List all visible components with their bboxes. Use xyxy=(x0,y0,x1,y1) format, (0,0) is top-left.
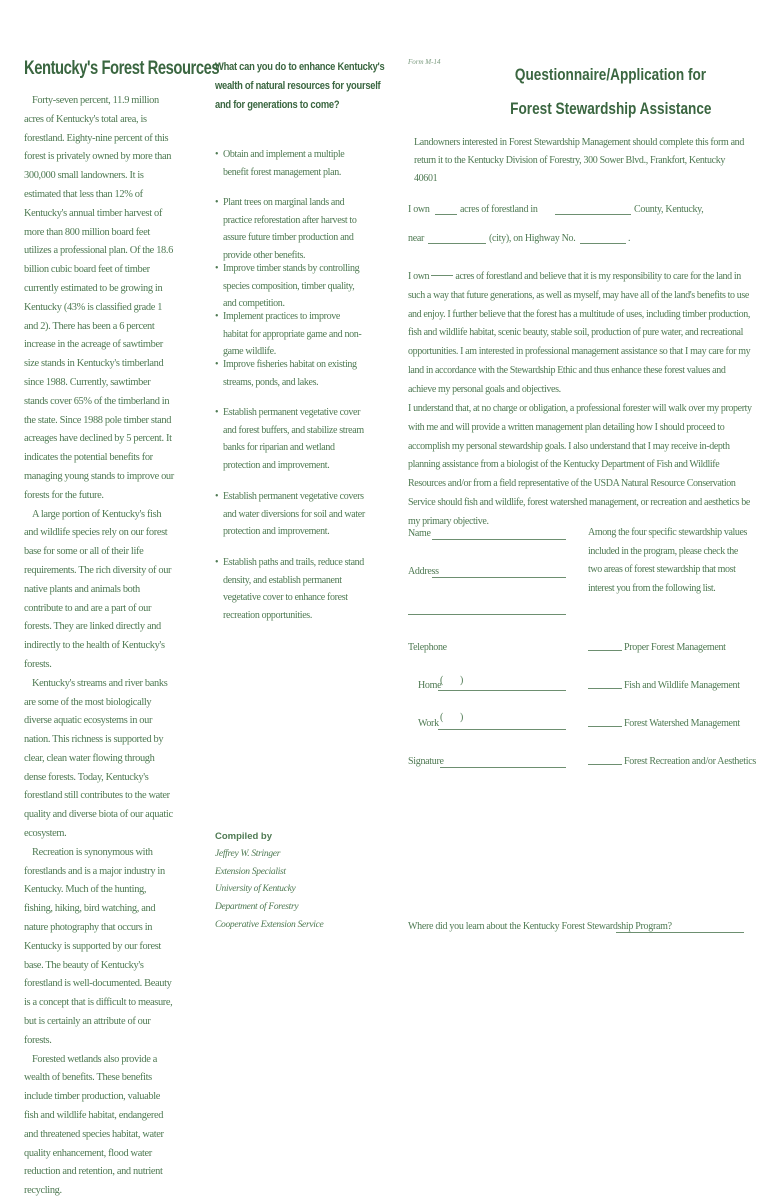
what-you-can-do-heading xyxy=(215,58,385,115)
heading-line: and for generations to come? xyxy=(215,99,340,111)
bullet-dot: • xyxy=(215,557,219,568)
bullet-item: • Obtain and implement a multiple benefit forest management plan. xyxy=(215,146,365,181)
county-input[interactable] xyxy=(555,214,631,215)
acres-input-2[interactable] xyxy=(431,275,453,276)
address-line-2-input[interactable] xyxy=(408,614,566,615)
telephone-label: Telephone xyxy=(408,642,447,653)
stewardship-ethic-paragraph: I own acres of forestland and believe that it is my responsibility to care for the land in such a way that future generations, as well as myself, may have all of the land's benefits to use and enjoy. I further believe that the forest has a multitude of uses, including timber production, fish and wildlife habitat, scenic beauty, stable soil, production of pure water, and recreational opportunities. I am interested in professional management assistance so that I may care for my land in accordance with the Stewardship Ethic and thus enhance these forest values and achieve my personal goals and objectives. xyxy=(408,271,751,395)
bullet-dot: • xyxy=(215,197,219,208)
bullet-dot: • xyxy=(215,491,219,502)
bullet-item: • Improve timber stands by controlling species composition, timber quality, and competition. xyxy=(215,260,365,313)
bullet-dot: • xyxy=(215,311,219,322)
highway-input[interactable] xyxy=(580,243,626,244)
paragraph: Forested wetlands also provide a wealth of benefits. These benefits include timber production, valuable fish and wildlife habitat, endangered and threatened species habitat, water quality enhancement, flood water reduction and retention, and nutrient recycling. xyxy=(24,1053,164,1197)
checkbox-blank[interactable] xyxy=(588,764,622,765)
city-highway-label: (city), on Highway No. xyxy=(489,233,576,244)
name-input[interactable] xyxy=(432,539,566,540)
checkbox-blank[interactable] xyxy=(588,726,622,727)
paragraph: Recreation is synonymous with forestlands and is a major industry in Kentucky. Much of the hunting, fishing, hiking, bird watching, and nature photography that occurs in Kentucky is supported by our forest base. The beauty of Kentucky's forestland is well-documented. Beauty is a concept that is difficult to measure, but is certainly an attribute of our forests. xyxy=(24,846,173,1046)
home-phone-label: Home xyxy=(418,680,442,691)
author-university: University of Kentucky xyxy=(215,884,296,895)
paragraph: A large portion of Kentucky's fish and wildlife species rely on our forest base for some or all of their life requirements. The rich diversity of our native plants and animals both contribute to and are a part of our forests. They are linked directly and indirectly to the health of Kentucky's forests. xyxy=(24,508,172,670)
bullet-dot: • xyxy=(215,359,219,370)
author-department: Department of Forestry xyxy=(215,902,299,913)
form-title xyxy=(468,58,753,126)
bullet-item: • Plant trees on marginal lands and practice reforestation after harvest to assure future timber production and provide other benefits. xyxy=(215,194,365,264)
signature-input[interactable] xyxy=(440,767,566,768)
near-label: near xyxy=(408,233,425,244)
work-phone-label: Work xyxy=(418,718,439,729)
bullet-item: • Establish permanent vegetative covers and water diversions for soil and water protection and improvement. xyxy=(215,488,365,541)
checklist-item-forest-watershed-management[interactable]: Forest Watershed Management xyxy=(588,718,740,729)
address-input[interactable] xyxy=(432,577,566,578)
city-input[interactable] xyxy=(428,243,486,244)
bullet-item: • Improve fisheries habitat on existing streams, ponds, and lakes. xyxy=(215,356,365,391)
form-intro: Landowners interested in Forest Stewardship Management should complete this form and return it to the Kentucky Division of Forestry, 300 Sower Blvd., Frankfort, Kentucky 40601 xyxy=(414,137,744,184)
form-number: Form M-14 xyxy=(408,58,441,66)
where-learned-label: Where did you learn about the Kentucky Forest Stewardship Program? xyxy=(408,921,672,932)
checklist-item-forest-recreation-aesthetics[interactable]: Forest Recreation and/or Aesthetics xyxy=(588,756,756,767)
understanding-paragraph: I understand that, at no charge or obligation, a professional forester will walk over my property with me and will provide a written management plan detailing how I should proceed to accomplish my personal stewardship goals. I also understand that I may receive in-depth planning assistance from a biologist of the Kentucky Department of Fish and Wildlife Resources and/or from a field representative of the USDA Natural Resource Conservation Service should fish and wildlife, forest watershed management, or recreation and aesthetics be my primary objective. xyxy=(408,403,752,527)
address-label: Address xyxy=(408,566,439,577)
own-label: I own xyxy=(408,204,430,215)
bullet-item: • Implement practices to improve habitat for appropriate game and non-game wildlife. xyxy=(215,308,365,361)
bullet-dot: • xyxy=(215,149,219,160)
home-area-code-open: ( xyxy=(440,675,444,686)
compiled-by-label: Compiled by xyxy=(215,831,273,842)
author-service: Cooperative Extension Service xyxy=(215,919,324,930)
work-area-code-open: ( xyxy=(440,712,444,723)
heading-line: wealth of natural resources for yourself xyxy=(215,80,381,92)
county-kentucky-label: County, Kentucky, xyxy=(634,204,704,215)
forest-resources-body xyxy=(24,92,174,1201)
acres-in-label: acres of forestland in xyxy=(460,204,538,215)
checkbox-blank[interactable] xyxy=(588,688,622,689)
checklist-item-proper-forest-management[interactable]: Proper Forest Management xyxy=(588,642,726,653)
work-area-code-close: ) xyxy=(460,712,464,723)
acres-input[interactable] xyxy=(435,214,457,215)
where-learned-input[interactable] xyxy=(616,932,744,933)
forest-resources-heading: Kentucky's Forest Resources xyxy=(24,58,220,79)
author-title: Extension Specialist xyxy=(215,866,286,877)
signature-label: Signature xyxy=(408,756,444,767)
form-title-line: Questionnaire/Application for xyxy=(514,65,707,84)
checkbox-blank[interactable] xyxy=(588,650,622,651)
bullet-item: • Establish permanent vegetative cover and forest buffers, and stabilize stream banks for riparian and wetland protection and improvement. xyxy=(215,404,365,474)
form-title-line: Forest Stewardship Assistance xyxy=(509,99,712,118)
home-phone-input[interactable] xyxy=(438,690,566,691)
work-phone-input[interactable] xyxy=(438,729,566,730)
stewardship-values-instructions: Among the four specific stewardship values included in the program, please check the two areas of forest stewardship that most interest you from the following list. xyxy=(588,527,747,594)
checklist-item-fish-wildlife-management[interactable]: Fish and Wildlife Management xyxy=(588,680,740,691)
compiled-by-block xyxy=(215,828,375,935)
period: . xyxy=(628,233,631,244)
home-area-code-close: ) xyxy=(460,675,464,686)
heading-line: What can you do to enhance Kentucky's xyxy=(215,61,385,73)
bullet-item: • Establish paths and trails, reduce stand density, and establish permanent vegetative cover to enhance forest recreation opportunities. xyxy=(215,554,365,624)
bullet-dot: • xyxy=(215,263,219,274)
paragraph: Forty-seven percent, 11.9 million acres of Kentucky's total area, is forestland. Eighty-nine percent of this forest is privately owned by more than 300,000 small landowners. It is estimated that less than 12% of Kentucky's annual timber harvest of more than 800 million board feet utilizes a professional plan. Of the 18.6 billion cubic board feet of timber currently estimated to be growing in Kentucky (43% is classified grade 1 and 2). There has been a 6 percent increase in the acreage of sawtimber size stands in Kentucky's timberland since 1988. Currently, sawtimber stands cover 65% of the timberland in the state. Since 1988 pole timber stand acreages have declined by 5 percent. It indicates the potential benefits for managing young stands to improve our forests for the future. xyxy=(24,95,174,501)
name-label: Name xyxy=(408,528,431,539)
paragraph: Kentucky's streams and river banks are some of the most biologically diverse aquatic ecosystems in our nation. This richness is supported by clear, clean water flowing through dense forests. Today, Kentucky's forestland still contributes to the water quality and diverse biota of our aquatic ecosystem. xyxy=(24,677,173,840)
bullet-dot: • xyxy=(215,407,219,418)
author-name: Jeffrey W. Stringer xyxy=(215,848,281,859)
